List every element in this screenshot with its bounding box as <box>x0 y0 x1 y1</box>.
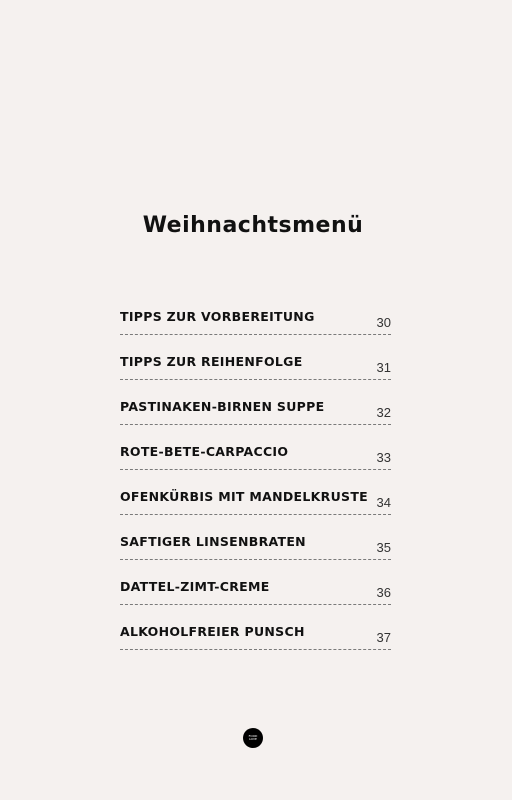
toc-entry-label: PASTINAKEN-BIRNEN SUPPE <box>120 399 325 414</box>
toc-entry[interactable] <box>120 605 391 650</box>
toc-entry-page-number: 33 <box>376 450 391 465</box>
toc-entry-label: ALKOHOLFREIER PUNSCH <box>120 624 305 639</box>
toc-entry-label: TIPPS ZUR REIHENFOLGE <box>120 354 303 369</box>
toc-entry[interactable] <box>120 335 391 380</box>
logo-text-line1: FOOD <box>248 733 258 738</box>
toc-entry-label: OFENKÜRBIS MIT MANDELKRUSTE <box>120 489 368 504</box>
toc-entry-label: DATTEL-ZIMT-CREME <box>120 579 270 594</box>
toc-entry[interactable] <box>120 425 391 470</box>
brand-logo-icon <box>243 728 263 748</box>
toc-entry-label: TIPPS ZUR VORBEREITUNG <box>120 309 315 324</box>
toc-entry[interactable] <box>120 380 391 425</box>
toc-entry-label: SAFTIGER LINSENBRATEN <box>120 534 306 549</box>
toc-entry-page-number: 30 <box>376 315 391 330</box>
toc-entry-page-number: 35 <box>376 540 391 555</box>
toc-entry[interactable] <box>120 515 391 560</box>
toc-entry-page-number: 31 <box>376 360 391 375</box>
logo-text-line2: LOVE <box>249 737 257 741</box>
toc-entry-page-number: 37 <box>376 630 391 645</box>
toc-entry[interactable] <box>120 470 391 515</box>
toc-entry[interactable] <box>120 560 391 605</box>
toc-entry-label: ROTE-BETE-CARPACCIO <box>120 444 289 459</box>
toc-entry-page-number: 36 <box>376 585 391 600</box>
page-title: Weihnachtsmenü <box>142 212 364 238</box>
table-of-contents <box>120 290 391 650</box>
toc-entry-page-number: 34 <box>376 495 391 510</box>
toc-entry-page-number: 32 <box>376 405 391 420</box>
toc-entry[interactable] <box>120 290 391 335</box>
